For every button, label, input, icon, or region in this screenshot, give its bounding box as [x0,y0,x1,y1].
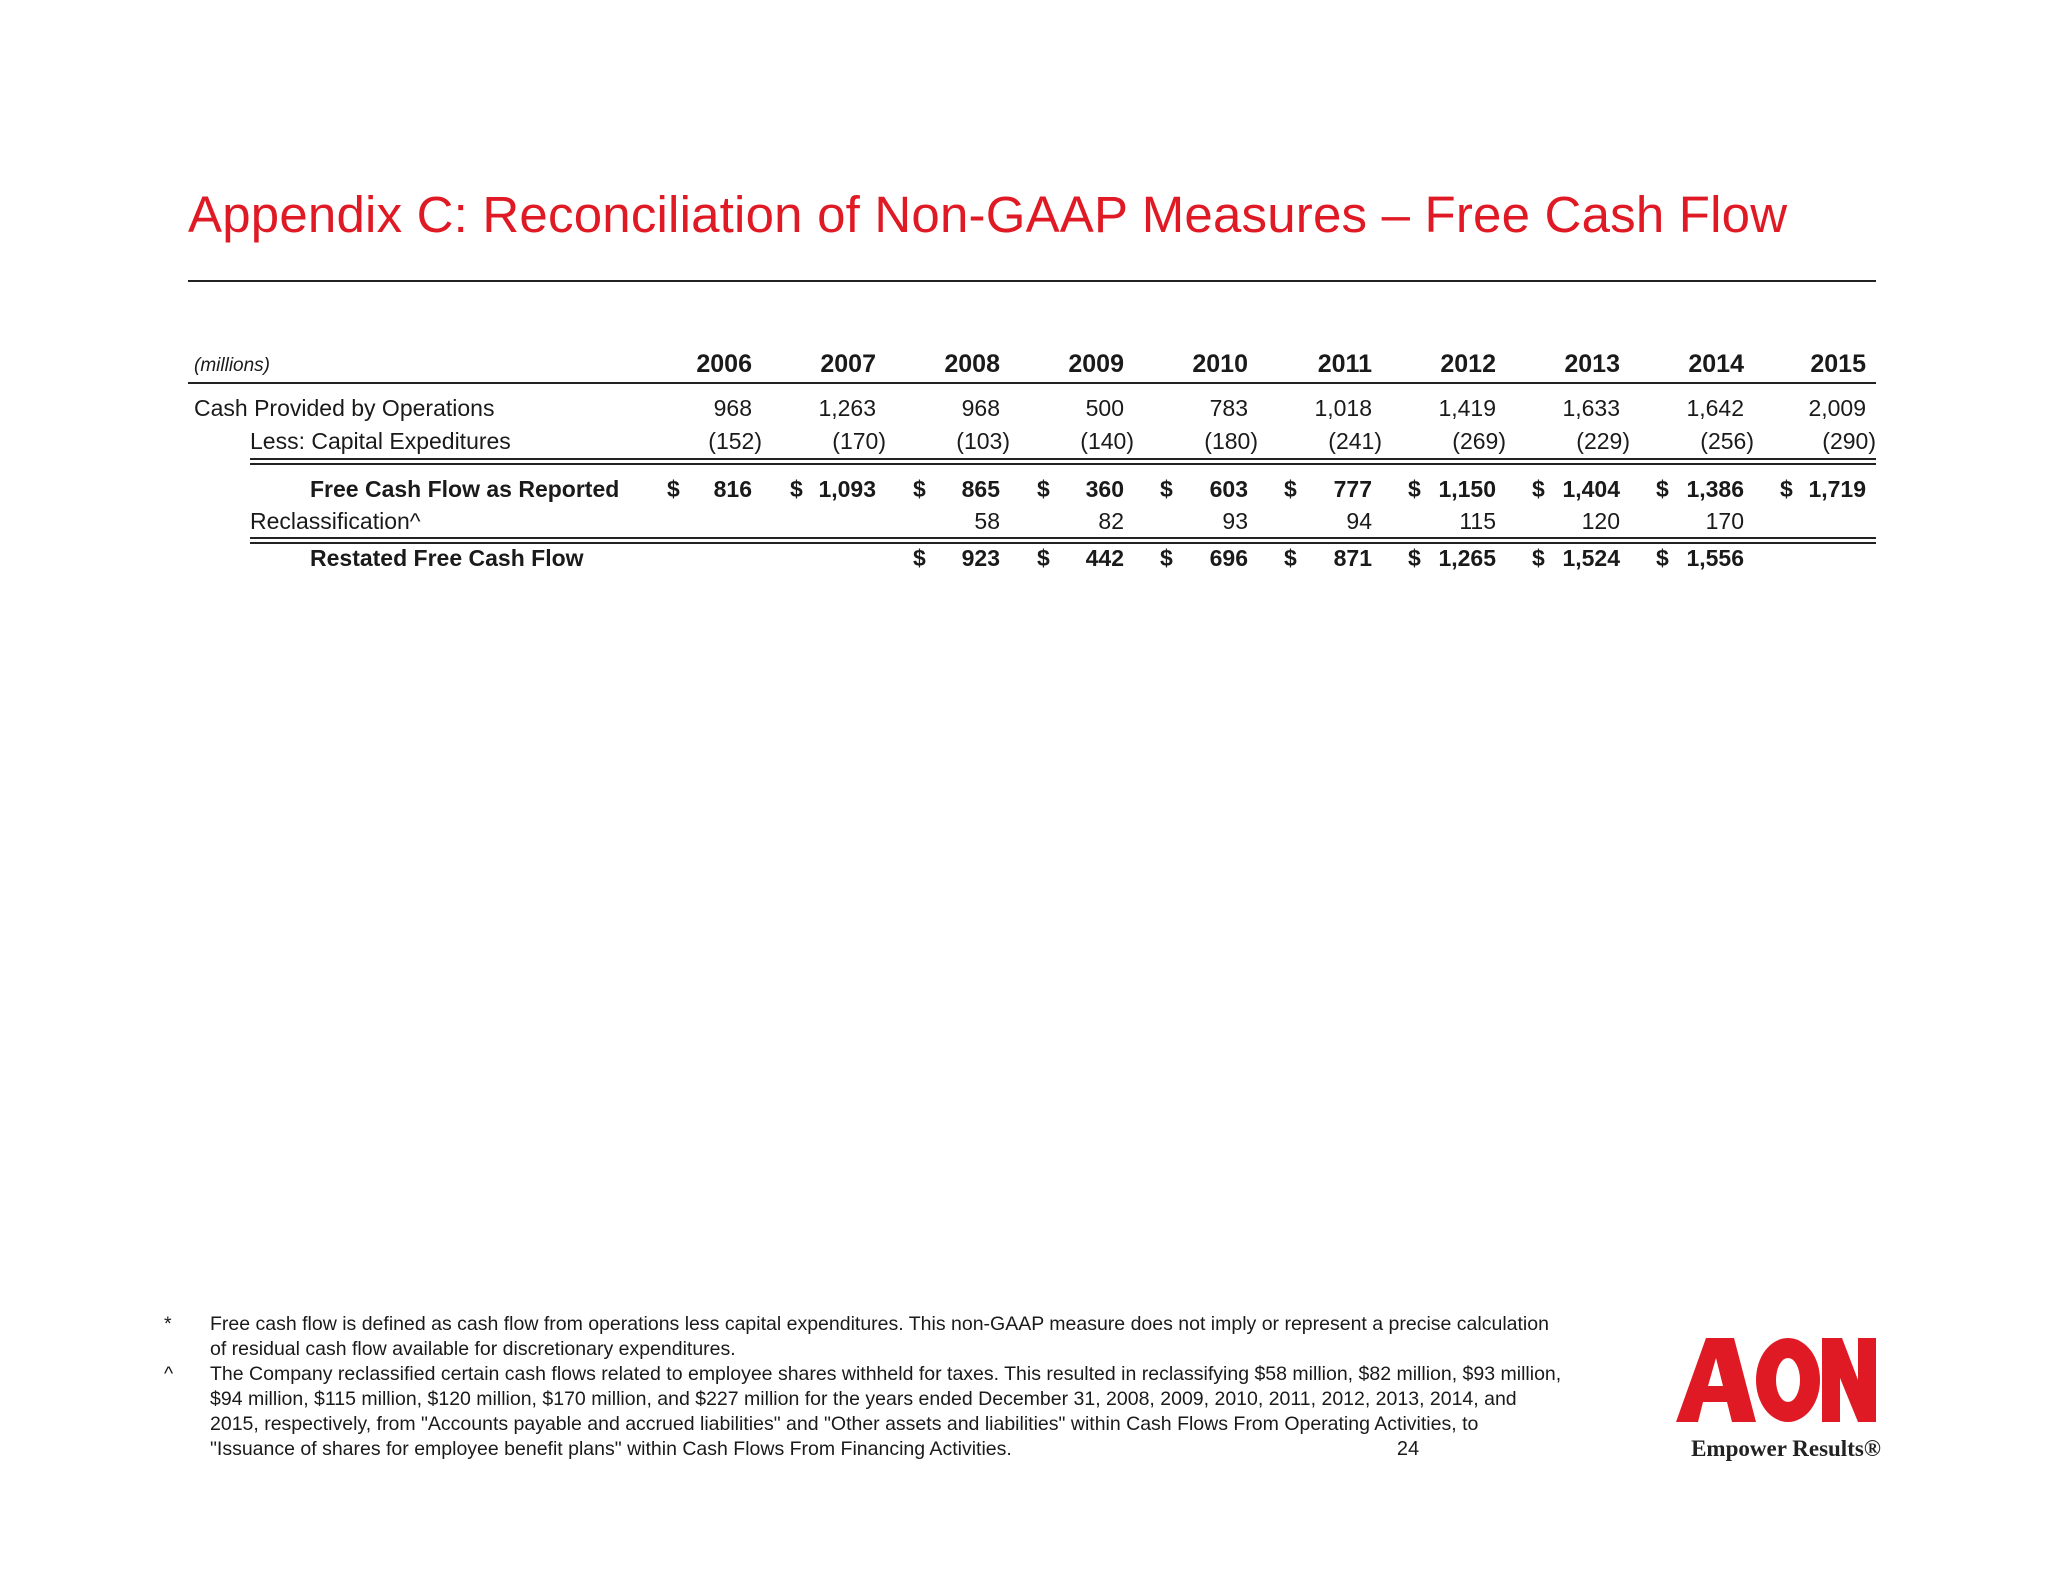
table-cell: 1,404 [1562,476,1620,502]
currency-symbol: $ [1408,545,1421,571]
table-cell: 1,524 [1562,545,1620,571]
subtotal-rule [250,463,1876,465]
table-cell: 94 [1346,508,1372,534]
table-cell: 1,633 [1562,395,1620,421]
currency-symbol: $ [1160,476,1173,502]
currency-symbol: $ [1408,476,1421,502]
table-cell: 1,265 [1438,545,1496,571]
year-header: 2006 [696,350,752,378]
currency-symbol: $ [790,476,803,502]
currency-symbol: $ [1284,476,1297,502]
table-cell: 120 [1581,508,1620,534]
table-cell: (140) [1080,428,1134,454]
table-cell: 1,642 [1686,395,1744,421]
currency-symbol: $ [1656,476,1669,502]
currency-symbol: $ [1037,545,1050,571]
currency-symbol: $ [667,476,680,502]
table-cell: (103) [956,428,1010,454]
brand-tagline: Empower Results® [1691,1436,1881,1461]
table-cell: 1,556 [1686,545,1744,571]
currency-symbol: $ [1160,545,1173,571]
table-cell: 82 [1098,508,1124,534]
year-header: 2007 [820,350,876,378]
table-cell: 1,018 [1314,395,1372,421]
table-cell: 777 [1333,476,1372,502]
page-number: 24 [1396,1438,1420,1460]
table-cell: (241) [1328,428,1382,454]
table-cell: 783 [1209,395,1248,421]
table-cell: 2,009 [1808,395,1866,421]
capital-expenditures-label: Less: Capital Expeditures [250,428,511,454]
currency-symbol: $ [1780,476,1793,502]
currency-symbol: $ [913,476,926,502]
footnote-text: Free cash flow is defined as cash flow from operations less capital expenditures. This non-GAAP measure does not imply or represent a precise calculation [210,1313,1549,1335]
currency-symbol: $ [1037,476,1050,502]
table-cell: 500 [1085,395,1124,421]
subtotal-rule [250,458,1876,460]
cash-provided-by-operations-label: Cash Provided by Operations [194,395,495,421]
year-header: 2009 [1068,350,1124,378]
table-cell: 871 [1333,545,1372,571]
total-rule [250,537,1876,539]
title-divider [188,280,1876,282]
table-cell: 1,150 [1438,476,1496,502]
footnote-text: "Issuance of shares for employee benefit plans" within Cash Flows From Financing Activities. [210,1438,1012,1460]
footnote-text: 2015, respectively, from "Accounts payable and accrued liabilities" and "Other assets and liabilities" within Cash Flows From Operating Activities, to [210,1413,1479,1435]
table-cell: (180) [1204,428,1258,454]
currency-symbol: $ [1284,545,1297,571]
table-cell: 696 [1209,545,1248,571]
table-cell: 58 [974,508,1000,534]
aon-logo [1676,1334,1876,1424]
table-cell: 115 [1459,508,1496,534]
table-cell: 1,263 [818,395,876,421]
table-cell: (170) [832,428,886,454]
table-cell: (269) [1452,428,1506,454]
table-cell: 603 [1209,476,1248,502]
units-label: (millions) [194,355,270,376]
table-cell: 170 [1705,508,1744,534]
free-cash-flow-as-reported-label: Free Cash Flow as Reported [310,476,620,502]
table-cell: 93 [1222,508,1248,534]
table-cell: (229) [1576,428,1630,454]
year-header: 2011 [1317,350,1372,378]
table-cell: 1,386 [1686,476,1744,502]
table-cell: 865 [961,476,1000,502]
currency-symbol: $ [1656,545,1669,571]
footnote-marker: * [164,1313,172,1335]
table-cell: (152) [708,428,762,454]
table-cell: (256) [1700,428,1754,454]
footnote-text: $94 million, $115 million, $120 million, $170 million, and $227 million for the years ended December 31, 2008, 2009, 2010, 2011, 2012, 2013, 2014, and [210,1388,1517,1410]
total-rule [250,542,1876,544]
table-cell: 816 [713,476,752,502]
table-cell: 1,093 [818,476,876,502]
currency-symbol: $ [1532,476,1545,502]
footnote-text: The Company reclassified certain cash flows related to employee shares withheld for taxes. This resulted in reclassifying $58 million, $82 million, $93 million, [210,1363,1562,1385]
table-cell: 968 [713,395,752,421]
year-header: 2008 [944,350,1000,378]
footnote-marker: ^ [164,1363,174,1385]
header-rule [188,382,1876,384]
year-header: 2012 [1440,350,1496,378]
table-cell: (290) [1822,428,1876,454]
page-title: Appendix C: Reconciliation of Non-GAAP Measures – Free Cash Flow [188,186,1788,243]
restated-free-cash-flow-label: Restated Free Cash Flow [310,545,584,571]
year-header: 2013 [1564,350,1620,378]
currency-symbol: $ [913,545,926,571]
year-header: 2015 [1810,350,1866,378]
table-cell: 360 [1085,476,1124,502]
year-header: 2010 [1192,350,1248,378]
table-cell: 923 [961,545,1000,571]
table-cell: 442 [1085,545,1124,571]
table-cell: 1,419 [1438,395,1496,421]
table-cell: 1,719 [1808,476,1866,502]
reclassification-label: Reclassification^ [250,508,421,534]
footnote-text: of residual cash flow available for discretionary expenditures. [210,1338,736,1360]
table-cell: 968 [961,395,1000,421]
year-header: 2014 [1688,350,1744,378]
currency-symbol: $ [1532,545,1545,571]
